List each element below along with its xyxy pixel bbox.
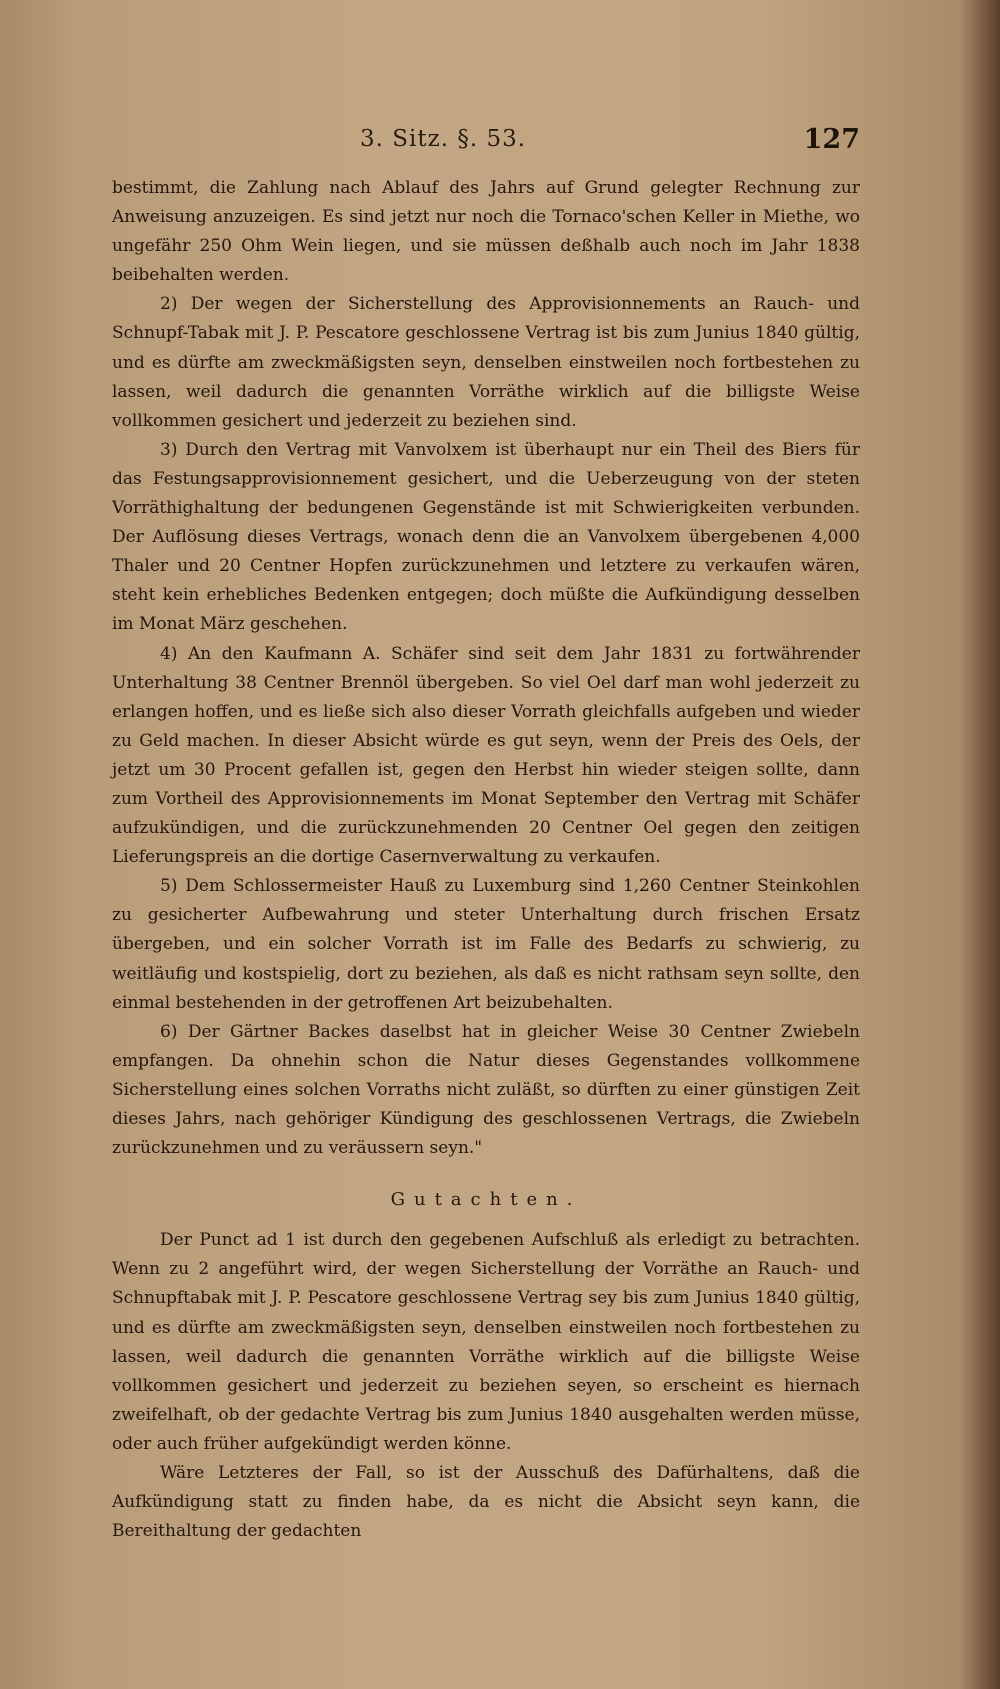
paragraph-continued: bestimmt, die Zahlung nach Ablauf des Jahrs auf Grund gelegter Rechnung zur Anweisung anzuzeigen. Es sind jetzt nur noch die Tornaco'schen Keller in Miethe, wo ungefähr 250 Ohm Wein liegen, und sie müssen deßhalb auch noch im Jahr 1838 beibehalten werden. (112, 178, 860, 286)
body-text (112, 174, 860, 1546)
paragraph-opinion-1: Der Punct ad 1 ist durch den gegebenen Aufschluß als erledigt zu betrachten. Wenn zu 2 angeführt wird, der wegen Sicherstellung der Vorräthe an Rauch- und Schnupftabak mit J. P. Pescatore geschlossene Vertrag sey bis zum Junius 1840 gültig, und es dürfte am zweckmäßigsten seyn, denselben einstweilen noch fortbestehen zu lassen, weil dadurch die genannten Vorräthe wirklich auf die billigste Weise vollkommen gesichert und jederzeit zu beziehen seyen, so erscheint es hiernach zweifelhaft, ob der gedachte Vertrag bis zum Junius 1840 ausgehalten werden müsse, oder auch früher aufgekündigt werden könne. (112, 1230, 860, 1454)
paragraph-item-3: 3) Durch den Vertrag mit Vanvolxem ist überhaupt nur ein Theil des Biers für das Festungsapprovisionnement gesichert, und die Ueberzeugung von der steten Vorräthighaltung der bedungenen Gegenstände ist mit Schwierigkeiten verbunden. Der Auflösung dieses Vertrags, wonach denn die an Vanvolxem übergebenen 4,000 Thaler und 20 Centner Hopfen zurückzunehmen und letztere zu verkaufen wären, steht kein erhebliches Bedenken entgegen; doch müßte die Aufkündigung desselben im Monat März geschehen. (112, 439, 860, 635)
page-header (0, 126, 1000, 162)
page-number: 127 (803, 124, 860, 155)
paragraph-item-4: 4) An den Kaufmann A. Schäfer sind seit dem Jahr 1831 zu fortwährender Unterhaltung 38 Centner Brennöl übergeben. So viel Oel darf man wohl jederzeit zu erlangen hoffen, und es ließe sich also dieser Vorrath gleichfalls aufgeben und wieder zu Geld machen. In dieser Absicht würde es gut seyn, wenn der Preis des Oels, der jetzt um 30 Procent gefallen ist, gegen den Herbst hin wieder steigen sollte, dann zum Vortheil des Approvisionnements im Monat September den Vertrag mit Schäfer aufzukündigen, und die zurückzunehmenden 20 Centner Oel gegen den zeitigen Lieferungspreis an die dortige Casernverwaltung zu verkaufen. (112, 643, 860, 868)
paragraph-item-2: 2) Der wegen der Sicherstellung des Approvisionnements an Rauch- und Schnupf-Tabak mit J. P. Pescatore geschlossene Vertrag ist bis zum Junius 1840 gültig, und es dürfte am zweckmäßigsten seyn, denselben einstweilen noch fortbestehen zu lassen, weil dadurch die genannten Vorräthe wirklich auf die billigste Weise vollkommen gesichert und jederzeit zu beziehen sind. (112, 294, 860, 431)
section-title: Gutachten. (390, 1189, 582, 1211)
paragraph-opinion-2: Wäre Letzteres der Fall, so ist der Ausschuß des Dafürhaltens, daß die Aufkündigung statt zu finden habe, da es nicht die Absicht seyn kann, die Bereithaltung der gedachten (112, 1463, 860, 1542)
running-head: 3. Sitz. §. 53. (360, 126, 527, 152)
paragraph-item-6: 6) Der Gärtner Backes daselbst hat in gleicher Weise 30 Centner Zwiebeln empfangen. Da ohnehin schon die Natur dieses Gegenstandes vollkommene Sicherstellung eines solchen Vorraths nicht zuläßt, so dürften zu einer günstigen Zeit dieses Jahrs, nach gehöriger Kündigung des geschlossenen Vertrags, die Zwiebeln zurückzunehmen und zu veräussern seyn." (112, 1021, 860, 1159)
paragraph-item-5: 5) Dem Schlossermeister Hauß zu Luxemburg sind 1,260 Centner Steinkohlen zu gesicherter Aufbewahrung und steter Unterhaltung durch frischen Ersatz übergeben, und ein solcher Vorrath ist im Falle des Bedarfs zu schwierig, zu weitläufig und kostspielig, dort zu beziehen, als daß es nicht rathsam seyn sollte, den einmal bestehenden in der getroffenen Art beizubehalten. (112, 876, 860, 1013)
